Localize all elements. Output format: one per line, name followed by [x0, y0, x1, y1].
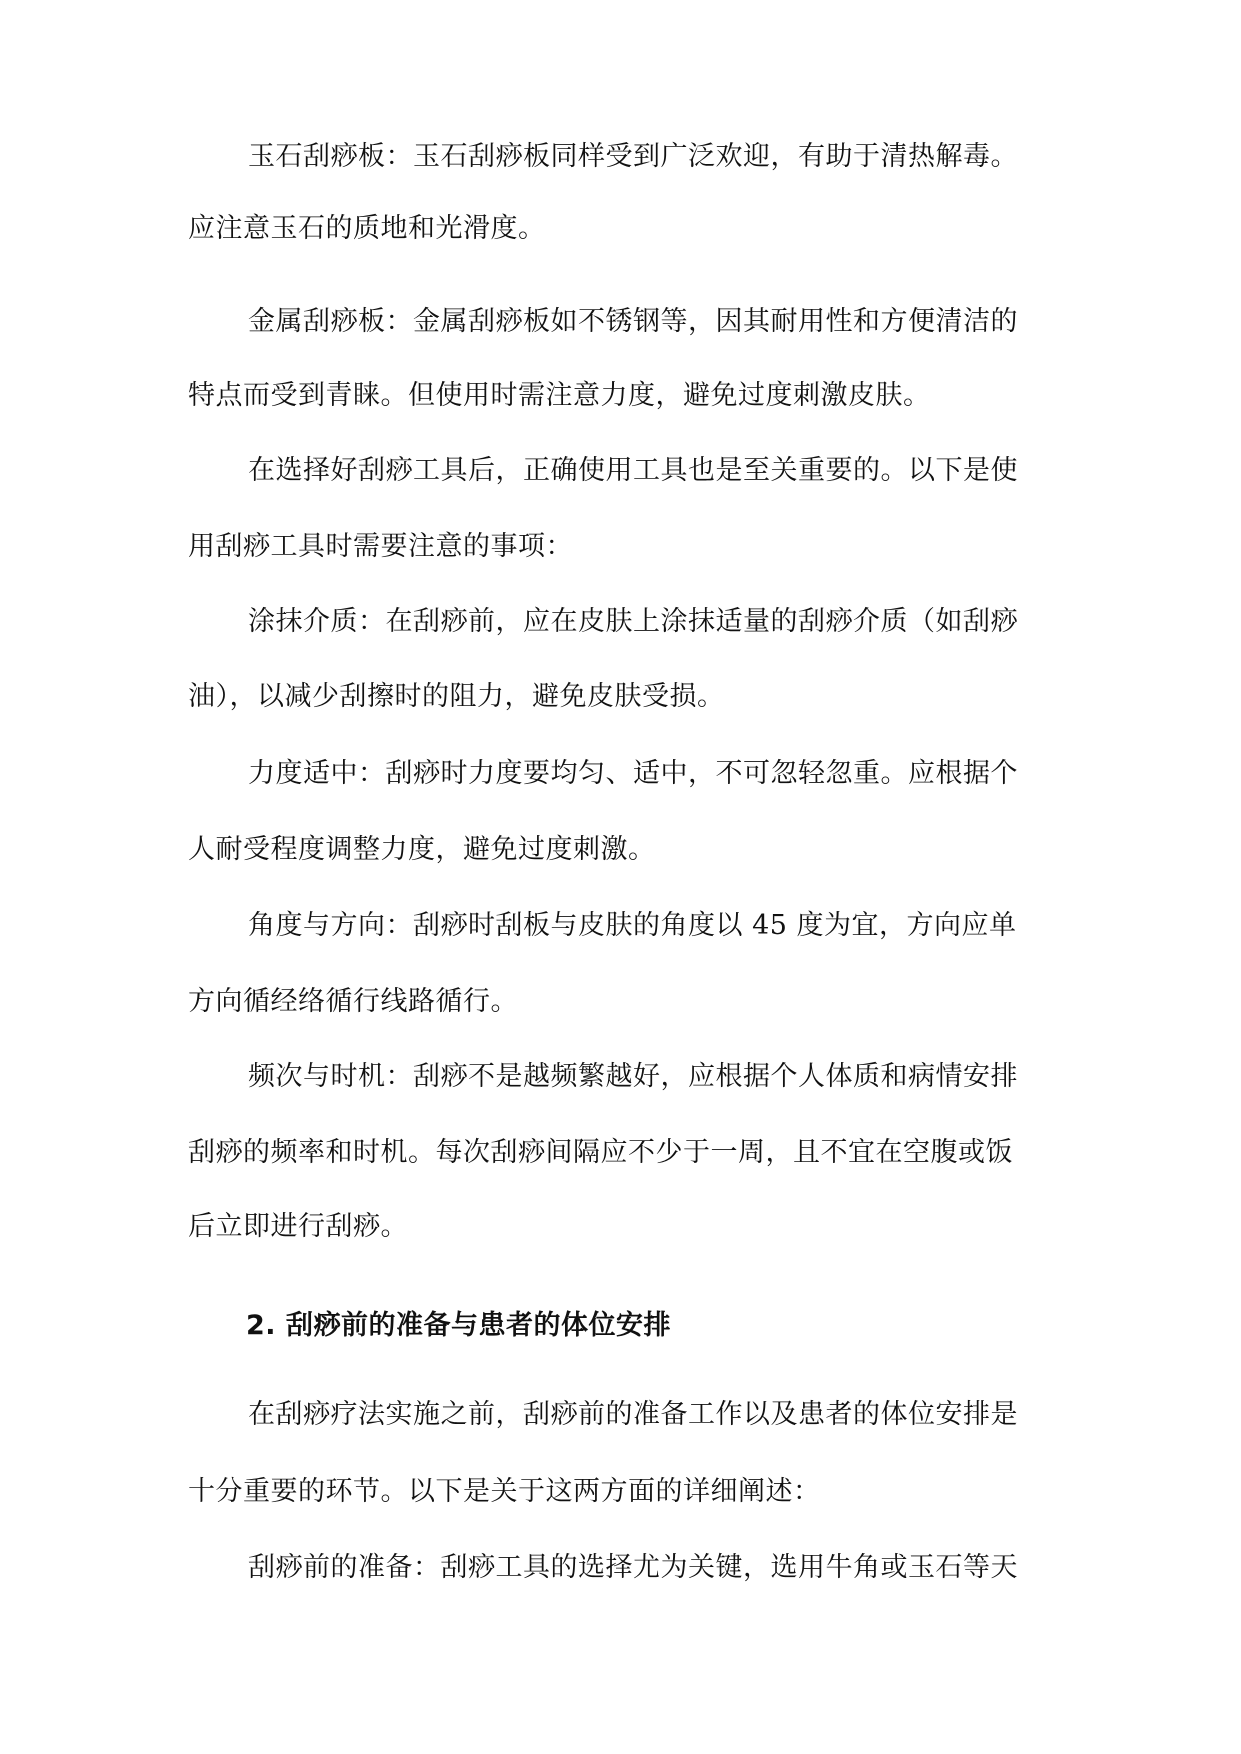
paragraph-line: 人耐受程度调整力度，避免过度刺激。 [188, 834, 656, 865]
paragraph-line: 频次与时机：刮痧不是越频繁越好，应根据个人体质和病情安排 [248, 1061, 1018, 1092]
paragraph-line: 在刮痧疗法实施之前，刮痧前的准备工作以及患者的体位安排是 [248, 1399, 1018, 1430]
paragraph-line: 后立即进行刮痧。 [188, 1211, 408, 1242]
section-heading: 2. 刮痧前的准备与患者的体位安排 [246, 1310, 671, 1341]
paragraph-line: 力度适中：刮痧时力度要均匀、适中，不可忽轻忽重。应根据个 [248, 758, 1018, 789]
paragraph-line: 刮痧的频率和时机。每次刮痧间隔应不少于一周，且不宜在空腹或饭 [188, 1137, 1013, 1168]
paragraph-line: 方向循经络循行线路循行。 [188, 986, 518, 1017]
paragraph-line: 应注意玉石的质地和光滑度。 [188, 213, 546, 244]
paragraph-line: 十分重要的环节。以下是关于这两方面的详细阐述： [188, 1476, 821, 1507]
paragraph-line: 特点而受到青睐。但使用时需注意力度，避免过度刺激皮肤。 [188, 380, 931, 411]
paragraph-line: 刮痧前的准备：刮痧工具的选择尤为关键，选用牛角或玉石等天 [248, 1552, 1018, 1583]
paragraph-line: 角度与方向：刮痧时刮板与皮肤的角度以 45 度为宜，方向应单 [248, 910, 1017, 941]
paragraph-line: 玉石刮痧板：玉石刮痧板同样受到广泛欢迎，有助于清热解毒。 [248, 141, 1018, 172]
paragraph-line: 油），以减少刮擦时的阻力，避免皮肤受损。 [188, 681, 725, 712]
paragraph-line: 涂抹介质：在刮痧前，应在皮肤上涂抹适量的刮痧介质（如刮痧 [248, 606, 1018, 637]
paragraph-line: 在选择好刮痧工具后，正确使用工具也是至关重要的。以下是使 [248, 455, 1018, 486]
paragraph-line: 用刮痧工具时需要注意的事项： [188, 531, 573, 562]
paragraph-line: 金属刮痧板：金属刮痧板如不锈钢等，因其耐用性和方便清洁的 [248, 306, 1018, 337]
